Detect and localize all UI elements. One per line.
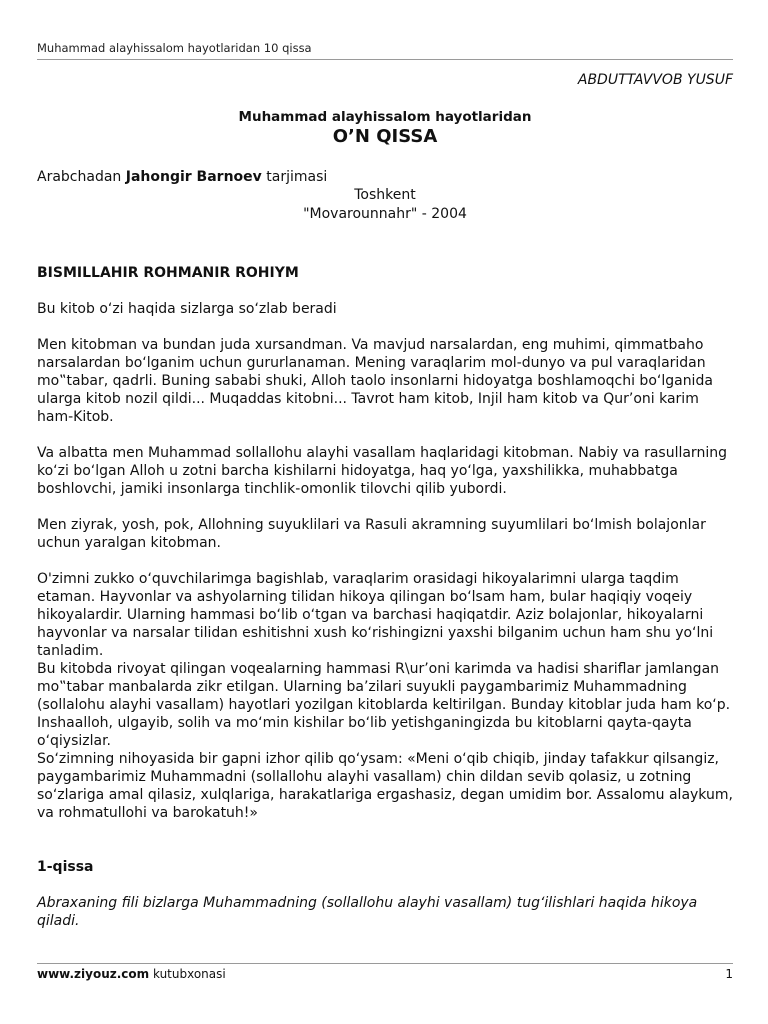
book-title: O’N QISSA xyxy=(332,126,438,147)
footer-site-link[interactable]: www.ziyouz.com xyxy=(37,967,150,981)
title-block xyxy=(37,108,733,148)
intro-line: Bu kitob o‘zi haqida sizlarga so‘zlab beradi xyxy=(37,301,337,317)
translator-credit xyxy=(37,168,327,186)
document-page xyxy=(37,0,733,1024)
story-intro: Abraxaning fili bizlarga Muhammadning (sollallohu alayhi vasallam) tug‘ilishlari haqida hikoya qiladi. xyxy=(37,895,698,929)
book-subtitle: Muhammad alayhissalom hayotlaridan xyxy=(238,109,532,125)
footer-source xyxy=(37,967,226,981)
paragraph-3: Men ziyrak, yosh, pok, Allohning suyuklilari va Rasuli akramning suyumlilari bo‘lmish bolajonlar uchun yaralgan kitobman. xyxy=(37,517,706,551)
paragraph-5: Bu kitobda rivoyat qilingan voqealarning hammasi R\ur’oni karimda va hadisi shariflar jamlangan mo‟tabar manbalarda zikr etilgan. Ularning ba’zilari suyukli paygambarimiz Muhammadning (sollalohu alayhi vasallam) hayotlari yozilgan kitoblarda keltirilgan. Bunday kitoblar juda ham ko‘p. Inshaalloh, ulgayib, solih va mo‘min kishilar bo‘lib yetishganingizda bu kitoblarni qayta-qayta o‘qiysizlar. xyxy=(37,661,731,749)
running-header: Muhammad alayhissalom hayotlaridan 10 qissa xyxy=(37,41,733,60)
story-heading: 1-qissa xyxy=(37,859,94,875)
paragraph-4: O'zimni zukko o‘quvchilarimga bagishlab, varaqlarim orasidagi hikoyalarimni ularga taqdim etaman. Hayvonlar va ashyolarning tilidan hikoya qilingan bo‘lsam ham, bular haqiqiy voqeiy hikoyalardir. Ularning hammasi bo‘lib o‘tgan va barchasi haqiqatdir. Aziz bolajonlar, hikoyalarni hayvonlar va narsalar tilidan eshitishni xush ko‘rishingizni yaxshi bilganim uchun ham shu yo‘lni tanladim. xyxy=(37,571,714,659)
publication-city: Toshkent xyxy=(354,187,416,203)
translator-suffix: tarjimasi xyxy=(261,169,328,185)
translator-prefix: Arabchadan xyxy=(37,169,126,185)
translator-name: Jahongir Barnoev xyxy=(125,169,262,185)
page-footer xyxy=(37,963,733,981)
footer-library-label: kutubxonasi xyxy=(149,967,226,981)
paragraph-6: So‘zimning nihoyasida bir gapni izhor qilib qo‘ysam: «Meni o‘qib chiqib, jinday tafakkur qilsangiz, paygambarimiz Muhammadni (sollallohu alayhi vasallam) chin dildan sevib qolasiz, u zotning so‘zlariga amal qilasiz, xulqlariga, harakatlariga ergashasiz, degan umidim bor. Assalomu alaykum, va rohmatullohi va barokatuh!» xyxy=(37,751,733,821)
basmala-heading: BISMILLAHIR ROHMANIR ROHIYM xyxy=(37,265,299,281)
paragraph-2: Va albatta men Muhammad sollallohu alayhi vasallam haqlaridagi kitobman. Nabiy va rasullarning ko‘zi bo‘lgan Alloh u zotni barcha kishilarni hidoyatga, haq yo‘lga, yaxshilikka, muhabbatga boshlovchi, jamiki insonlarga tinchlik-omonlik tilovchi qilib yubordi. xyxy=(37,445,727,497)
body-text xyxy=(37,264,733,948)
paragraph-1: Men kitobman va bundan juda xursandman. Va mavjud narsalardan, eng muhimi, qimmatbaho narsalardan bo‘lganim uchun gururlanaman. Mening varaqlarim mol-dunyo va pul varaqlaridan mo‟tabar, qadrli. Buning sababi shuki, Alloh taolo insonlarni hidoyatga boshlamoqchi bo‘lganida ularga kitob nozil qildi... Muqaddas kitobni... Tavrot ham kitob, Injil ham kitob va Qur’oni karim ham-Kitob. xyxy=(37,337,713,425)
author-name: ABDUTTAVVOB YUSUF xyxy=(577,72,733,88)
page-number: 1 xyxy=(725,967,733,981)
publisher-line: "Movarounnahr" - 2004 xyxy=(303,206,467,222)
